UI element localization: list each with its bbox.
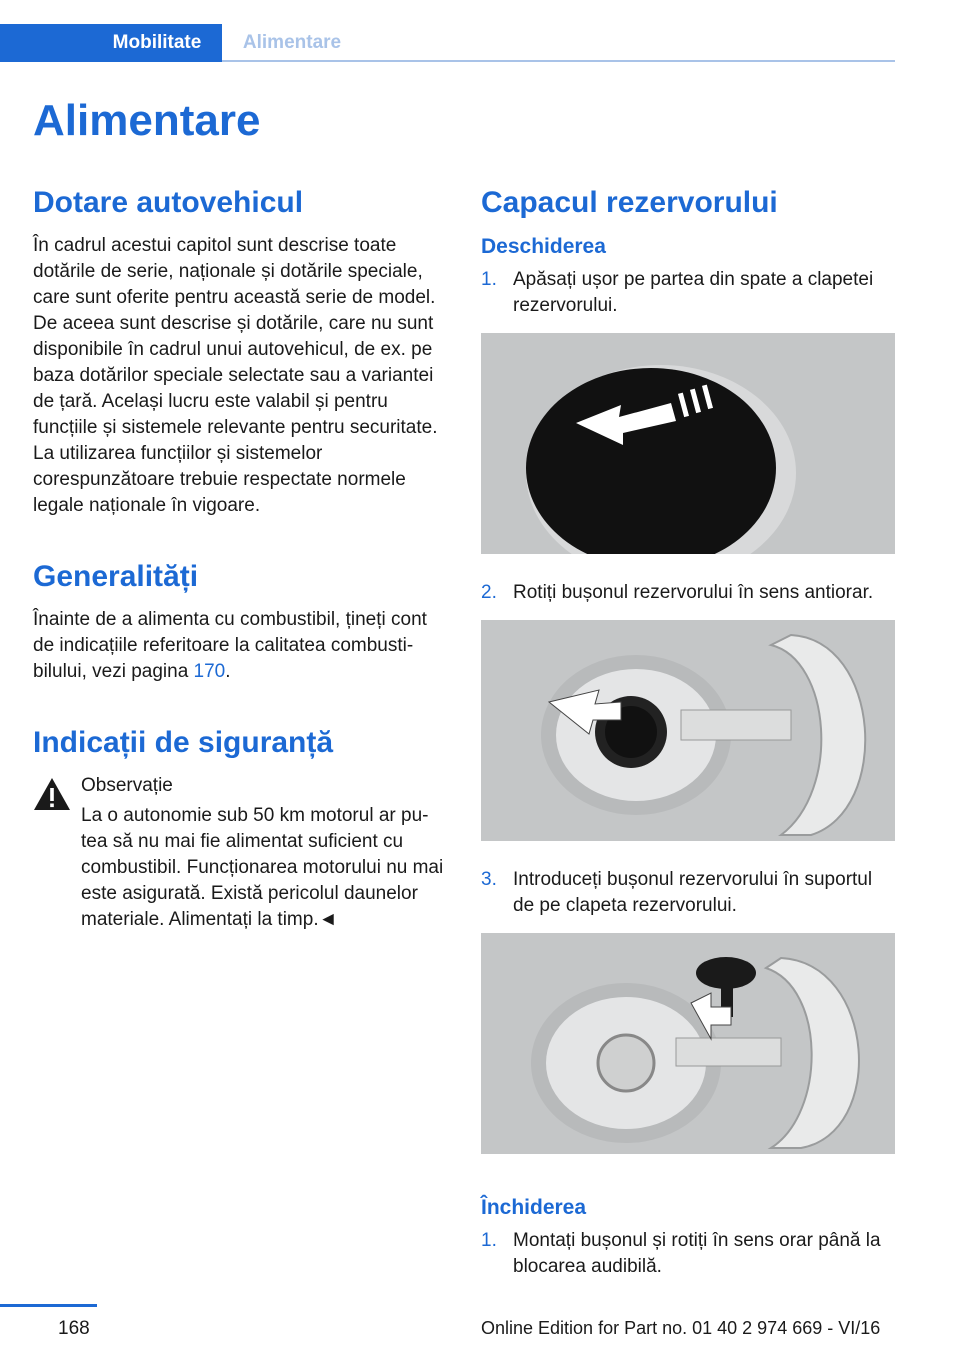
right-column [481,185,896,1294]
page-number: 168 [58,1318,90,1339]
section-title-capac: Capacul rezervorului [481,186,778,219]
edition-text: Online Edition for Part no. 01 40 2 974 669 - VI/16 [481,1318,881,1338]
header-divider [222,60,895,62]
section-title-generalitati: Generalități [33,560,199,593]
open-step-1: 1. Apăsați ușor pe partea din spate a clapetei rezervorului. [481,269,874,316]
open-steps [481,267,896,319]
warning-note [33,773,448,933]
footer-divider [0,1304,97,1307]
fuel-cap-rotate-photo [481,620,895,841]
section-body-dotare: În cadrul acestui capitol sunt descrise toate dotările de serie, naționale și dotările speciale, care sunt oferite pentru această serie de model. De aceea sunt descrise și dotările, care nu sunt disponibile în cadrul unui autovehicul, de ex. pe baza dotărilor speciale selectate sau a variantei de țară. Același lucru este valabil și pentru funcțiile și sistemele relevante pentru securitate. La utilizarea funcțiilor și sistemelor corespunzătoare trebuie respectate normele legale naționale în vigoare. [33,235,438,516]
breadcrumb-mobilitate[interactable]: Mobilitate [112,32,202,53]
section-body-generalitati: Înainte de a alimenta cu combustibil, țineți cont de indicațiile referitoare la calitatea combustibilului, vezi pagina 170. [33,609,427,682]
fuel-flap-photo [481,333,895,554]
open-step-2: 2. Rotiți bușonul rezervorului în sens antiorar. [481,582,874,603]
close-steps [481,1228,896,1280]
page-link[interactable]: 170 [193,661,226,682]
breadcrumb-alimentare[interactable]: Alimentare [242,32,342,53]
close-step-1: 1. Montați bușonul și rotiți în sens orar până la blocarea audibilă. [481,1230,881,1277]
left-column [33,185,448,937]
warning-label: Observație [81,775,173,796]
section-title-dotare: Dotare autovehicul [33,186,304,219]
section-title-indicatii: Indicații de siguranță [33,726,334,759]
page-title: Alimentare [33,96,261,145]
fuel-cap-holder-photo [481,933,895,1154]
subsection-title-deschiderea: Deschiderea [481,235,606,258]
open-step-3: 3. Introduceți bușonul rezervorului în suportul de pe clapeta rezervorului. [481,869,873,916]
subsection-title-inchiderea: Închiderea [481,1196,587,1219]
warning-triangle-icon [33,777,71,811]
warning-body: La o autonomie sub 50 km motorul ar putea să nu mai fie alimentat suficient cu combustibil. Funcționarea motorului nu mai este asigurată. Există pericolul daunelor materiale. Alimentați la timp.◄ [81,805,444,930]
